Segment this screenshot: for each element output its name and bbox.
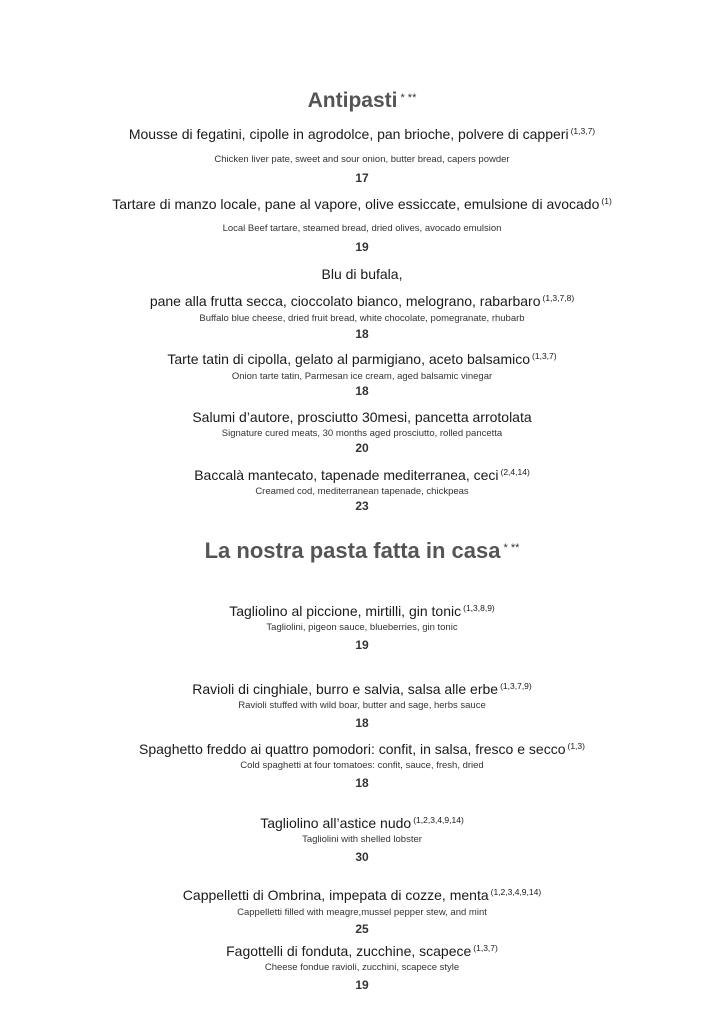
- section-title-mark: * **: [400, 92, 417, 104]
- allergen-codes: (1,3): [567, 741, 585, 751]
- dish-price: 19: [355, 638, 369, 652]
- dish-translation: Buffalo blue cheese, dried fruit bread, white chocolate, pomegranate, rhubarb: [199, 313, 525, 324]
- dish-translation: Tagliolini, pigeon sauce, blueberries, gin tonic: [266, 622, 458, 633]
- dish-price: 19: [355, 240, 369, 254]
- dish-price: 18: [355, 327, 369, 341]
- dish-price: 18: [355, 716, 369, 730]
- allergen-codes: (1,3,8,9): [463, 603, 495, 613]
- dish-translation: Onion tarte tatin, Parmesan ice cream, aged balsamic vinegar: [231, 371, 493, 382]
- dish-translation: Local Beef tartare, steamed bread, dried olives, avocado emulsion: [222, 223, 502, 234]
- dish-name-line1: Blu di bufala,: [321, 266, 403, 282]
- dish-name: Fagottelli di fonduta, zucchine, scapece $^{(1,3,7)}$: [226, 943, 498, 959]
- dish-name: Baccalà mantecato, tapenade mediterranea, ceci $^{(2,4,14)}$: [194, 467, 530, 483]
- section-title-text: La nostra pasta fatta in casa: [204, 538, 501, 563]
- dish-name: Spaghetto freddo ai quattro pomodori: confit, in salsa, fresco e secco $^{(1,3)}$: [139, 741, 585, 757]
- dish-price: 17: [355, 171, 369, 185]
- dish-translation: Creamed cod, mediterranean tapenade, chickpeas: [255, 486, 469, 497]
- allergen-codes: (2,4,14): [500, 467, 530, 477]
- dish-translation: Cheese fondue ravioli, zucchini, scapece style: [264, 962, 460, 973]
- dish-translation: Cold spaghetti at four tomatoes: confit, sauce, fresh, dried: [240, 760, 484, 771]
- dish-translation: Signature cured meats, 30 months aged prosciutto, rolled pancetta: [221, 428, 503, 439]
- dish-name: Tartare di manzo locale, pane al vapore, olive essiccate, emulsione di avocado $^{(1)}$: [112, 196, 612, 212]
- dish-price: 18: [355, 776, 369, 790]
- dish-translation: Tagliolini with shelled lobster: [302, 834, 422, 845]
- dish-name: Ravioli di cinghiale, burro e salvia, salsa alle erbe $^{(1,3,7,9)}$: [192, 681, 532, 697]
- dish-name: Tarte tatin di cipolla, gelato al parmigiano, aceto balsamico $^{(1,3,7)}$: [167, 351, 557, 367]
- allergen-codes: (1,3,7): [473, 943, 498, 953]
- dish-name: Tagliolino all’astice nudo $^{(1,2,3,4,9,14)}$: [260, 815, 464, 831]
- allergen-codes: (1,3,7,8): [542, 293, 575, 303]
- allergen-codes: (1,2,3,4,9,14): [490, 887, 542, 897]
- allergen-codes: (1,3,7): [570, 126, 596, 136]
- dish-translation: Ravioli stuffed with wild boar, butter and sage, herbs sauce: [238, 700, 486, 711]
- allergen-codes: (1): [601, 196, 612, 206]
- allergen-codes: (1,3,7): [532, 351, 557, 361]
- dish-price: 30: [355, 850, 369, 864]
- dish-name: Tagliolino al piccione, mirtilli, gin tonic $^{(1,3,8,9)}$: [229, 603, 495, 619]
- allergen-codes: (1,2,3,4,9,14): [413, 815, 464, 825]
- dish-price: 20: [355, 441, 369, 455]
- section-title-mark: * **: [503, 542, 520, 554]
- dish-price: 25: [355, 922, 369, 936]
- dish-translation: Cappelletti filled with meagre,mussel pepper stew, and mint: [237, 907, 487, 918]
- dish-name: Salumi d’autore, prosciutto 30mesi, pancetta arrotolata: [192, 409, 532, 425]
- dish-name: Cappelletti di Ombrina, impepata di cozze, menta $^{(1,2,3,4,9,14)}$: [182, 887, 542, 903]
- section-title-text: Antipasti: [307, 89, 398, 112]
- dish-price: 23: [355, 499, 369, 513]
- dish-translation: Chicken liver pate, sweet and sour onion, butter bread, capers powder: [214, 154, 510, 165]
- dish-price: 18: [355, 384, 369, 398]
- section-title-antipasti: [0, 89, 724, 113]
- dish-price: 19: [355, 978, 369, 992]
- dish-name: pane alla frutta secca, cioccolato bianco, melograno, rabarbaro $^{(1,3,7,8)}$: [149, 293, 575, 309]
- section-title-pasta: [0, 539, 724, 563]
- allergen-codes: (1,3,7,9): [500, 681, 532, 691]
- dish-name: Mousse di fegatini, cipolle in agrodolce, pan brioche, polvere di capperi $^{(1,3,7)}$: [128, 126, 596, 142]
